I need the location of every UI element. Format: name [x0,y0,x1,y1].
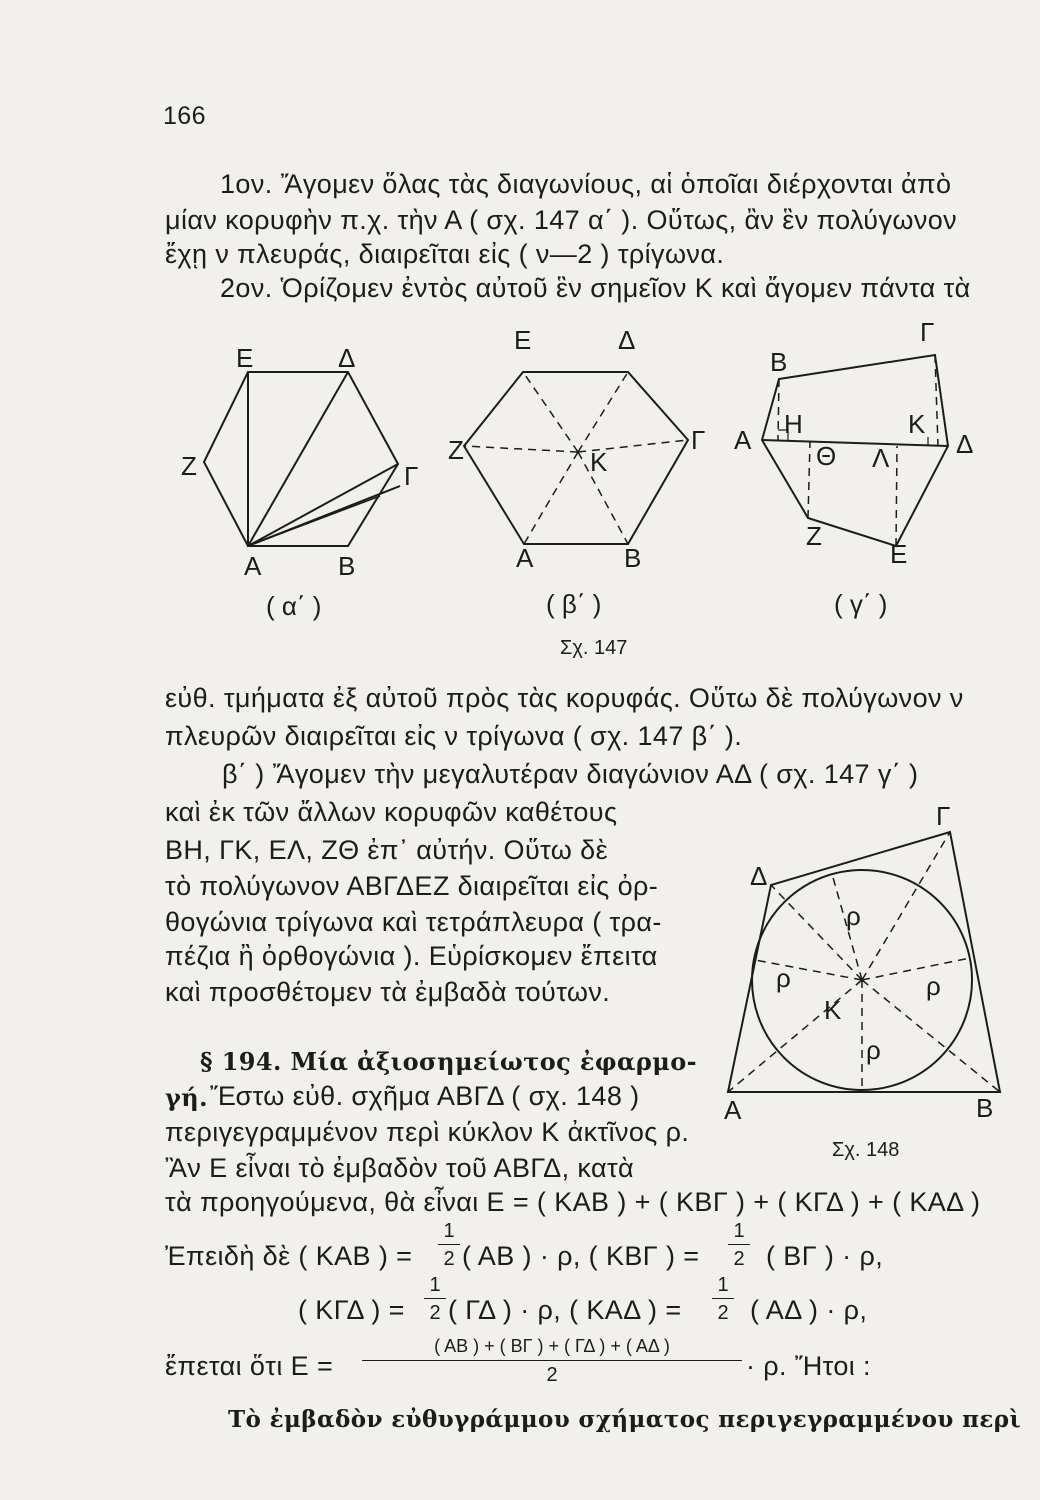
fraction-denominator: 2 [546,1364,558,1386]
fraction-numerator: 1 [443,1220,455,1242]
vertex-label: Α [244,551,262,581]
figure-caption: Σχ. 147 [560,637,628,659]
figure-caption: ( β΄ ) [546,589,602,619]
text-line: 2ον. Ὁρίζομεν ἐντὸς αὐτοῦ ἓν σημεῖον Κ καὶ ἄγομεν πάντα τὰ [220,273,971,303]
figure-147b [464,372,688,544]
text-line: θογώνια τρίγωνα καὶ τετράπλευρα ( τρα- [165,907,662,937]
vertex-label: Γ [404,461,419,491]
vertex-label: Δ [338,343,356,373]
foot-label: Η [784,409,803,439]
vertex-label: Β [976,1093,994,1123]
center-label: Κ [590,447,608,477]
fraction-denominator: 2 [443,1248,455,1270]
fraction-denominator: 2 [429,1302,441,1324]
vertex-label: Ζ [448,435,464,465]
figure-147a [204,372,400,546]
figure-caption: ( α΄ ) [266,591,322,621]
theorem-line: Τὸ ἐμβαδὸν εὐθυγράμμου σχήματος περιγεγραμμένου περὶ [228,1406,1022,1433]
fraction-numerator: 1 [429,1274,441,1296]
fraction-numerator: ( ΑΒ ) + ( ΒΓ ) + ( ΓΔ ) + ( ΑΔ ) [434,1336,670,1356]
text-line: Ἔστω εὐθ. σχῆμα ΑΒΓΔ ( σχ. 148 ) [210,1081,640,1111]
text-line: πέζια ἢ ὀρθογώνια ). Εὑρίσκομεν ἔπειτα [165,941,658,971]
fraction-denominator: 2 [717,1302,729,1324]
figure-147c [762,355,948,546]
vertex-label: Β [770,347,788,377]
vertex-label: Α [734,425,752,455]
vertex-label: Ε [890,539,908,569]
vertex-label: Ζ [181,451,197,481]
vertex-label: Ε [236,343,254,373]
text-line: εὐθ. τμήματα ἐξ αὐτοῦ πρὸς τὰς κορυφάς. Οὕτω δὲ πολύγωνον ν [165,683,964,713]
vertex-label: Γ [691,425,706,455]
vertex-label: Α [724,1095,742,1125]
text-line: Ἂν Ε εἶναι τὸ ἐμβαδὸν τοῦ ΑΒΓΔ, κατὰ [165,1153,635,1183]
formula-text: ( ΑΔ ) · ρ, [750,1295,868,1325]
text-line: β΄ ) Ἄγομεν τὴν μεγαλυτέραν διαγώνιον ΑΔ ( σχ. 147 γ΄ ) [222,759,919,789]
formula-line: τὰ προηγούμενα, θὰ εἶναι Ε = ( ΚΑΒ ) + ( ΚΒΓ ) + ( ΚΓΔ ) + ( ΚΑΔ ) [165,1187,981,1217]
vertex-label: Ζ [806,521,822,551]
text-line: μίαν κορυφὴν π.χ. τὴν Α ( σχ. 147 α΄ ). Οὕτως, ἂν ἓν πολύγωνον [165,205,958,235]
vertex-label: Ε [514,325,532,355]
vertex-label: Γ [936,801,951,831]
center-label: Κ [824,995,842,1025]
vertex-label: Δ [750,861,768,891]
figure-148 [728,832,1000,1092]
section-title-end: γή. [165,1083,208,1112]
text-line: τὸ πολύγωνον ΑΒΓΔΕΖ διαιρεῖται εἰς ὀρ- [165,871,659,901]
text-line: ΒΗ, ΓΚ, ΕΛ, ΖΘ ἐπ᾽ αὐτήν. Οὕτω δὲ [165,835,609,865]
text-line: καὶ προσθέτομεν τὰ ἐμβαδὰ τούτων. [165,977,611,1007]
radius-label: ρ [776,963,791,993]
vertex-label: Γ [920,317,935,347]
text-line: ἔχῃ ν πλευράς, διαιρεῖται εἰς ( ν—2 ) τρίγωνα. [165,239,725,269]
vertex-label: Δ [956,429,974,459]
foot-label: Θ [816,441,837,471]
foot-label: Λ [872,443,890,473]
formula-text: ( ΑΒ ) · ρ, ( ΚΒΓ ) = [462,1241,700,1271]
formula-text: Ἐπειδὴ δὲ ( ΚΑΒ ) = [165,1241,413,1271]
formula-text: ( ΒΓ ) · ρ, [766,1241,884,1271]
fraction-denominator: 2 [733,1248,745,1270]
section-title: § 194. Μία ἀξιοσημείωτος ἐφαρμο- [200,1047,697,1076]
fraction-numerator: 1 [717,1274,729,1296]
text-line: καὶ ἐκ τῶν ἄλλων κορυφῶν καθέτους [165,797,618,827]
formula-text: ( ΚΓΔ ) = [298,1295,405,1325]
page-number: 166 [163,102,206,130]
fraction-numerator: 1 [733,1220,745,1242]
text-line: περιγεγραμμένον περὶ κύκλον Κ ἀκτῖνος ρ. [165,1117,690,1147]
formula-text: ἔπεται ὅτι Ε = [165,1351,334,1381]
vertex-label: Β [624,543,642,573]
radius-label: ρ [846,901,861,931]
figure-caption: ( γ΄ ) [834,589,888,619]
formula-text: · ρ. Ἤτοι : [746,1351,871,1381]
vertex-label: Β [338,551,356,581]
text-line: πλευρῶν διαιρεῖται εἰς ν τρίγωνα ( σχ. 147 β΄ ). [165,721,743,751]
text-line: 1ον. Ἄγομεν ὅλας τὰς διαγωνίους, αἱ ὁποῖαι διέρχονται ἀπὸ [220,169,952,199]
radius-label: ρ [866,1035,881,1065]
formula-text: ( ΓΔ ) · ρ, ( ΚΑΔ ) = [448,1295,682,1325]
vertex-label: Α [516,543,534,573]
figure-caption: Σχ. 148 [832,1139,900,1161]
vertex-label: Δ [618,325,636,355]
radius-label: ρ [926,971,941,1001]
foot-label: Κ [908,409,926,439]
